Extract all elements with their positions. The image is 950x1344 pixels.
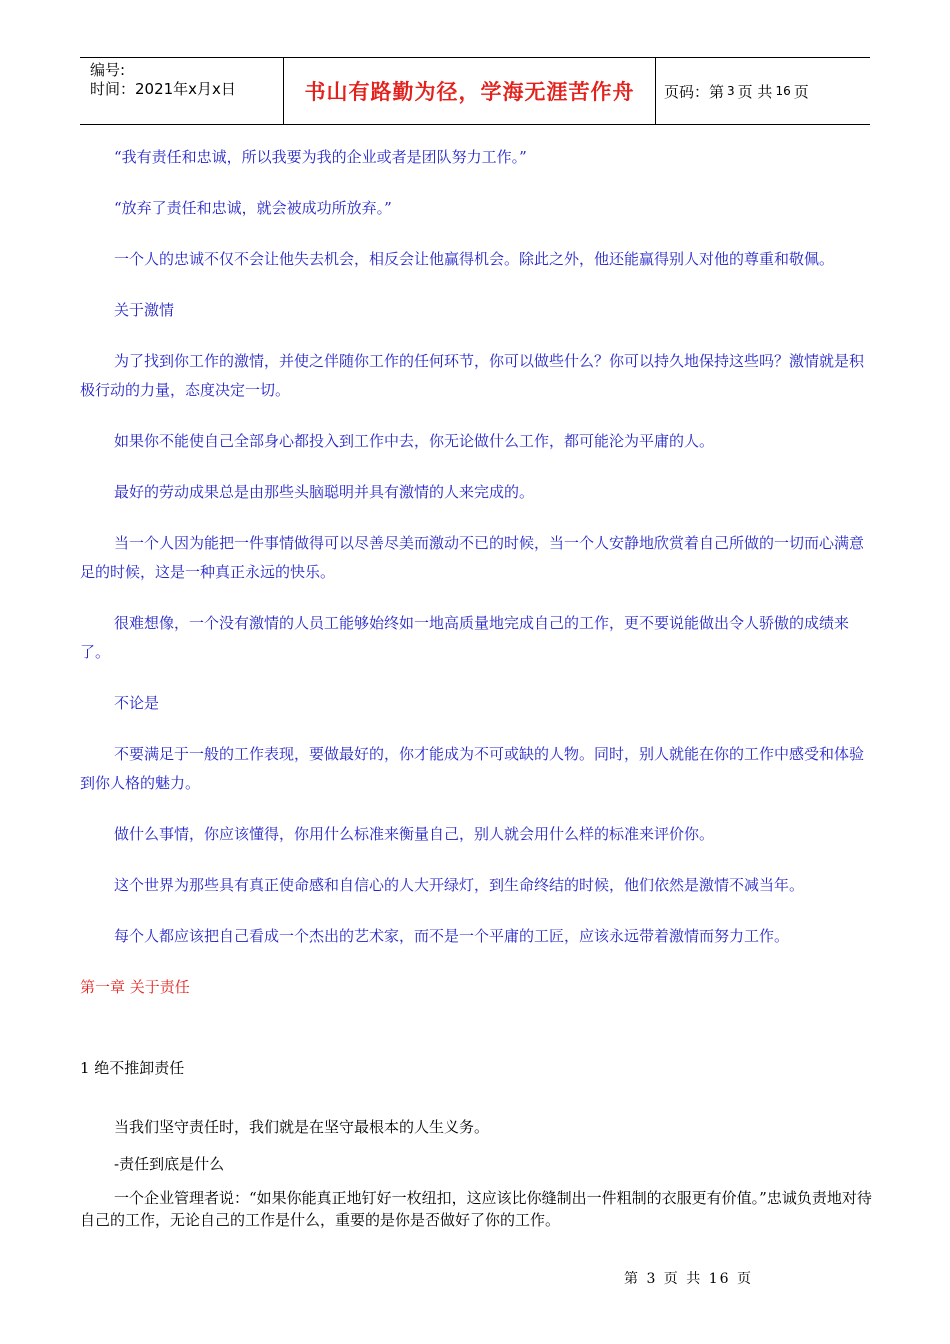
subheading-passion: 关于激情 — [114, 301, 175, 319]
paragraph: 一个企业管理者说：“如果你能真正地钉好一枚纽扣，这应该比你缝制出一件粗制的衣服更有价值。”忠诚负责地对待自己的工作，无论自己的工作是什么，重要的是你是否做好了你的工作。 — [80, 1189, 872, 1229]
paragraph: 每个人都应该把自己看成一个杰出的艺术家，而不是一个平庸的工匠，应该永远带着激情而努力工作。 — [114, 927, 790, 945]
paragraph: -责任到底是什么 — [114, 1155, 225, 1173]
paragraph: 一个人的忠诚不仅不会让他失去机会，相反会让他赢得机会。除此之外，他还能赢得别人对他的尊重和敬佩。 — [114, 250, 835, 268]
header-meta — [80, 58, 284, 124]
paragraph: 当我们坚守责任时，我们就是在坚守最根本的人生义务。 — [114, 1118, 490, 1136]
paragraph: “我有责任和忠诚，所以我要为我的企业或者是团队努力工作。” — [114, 148, 527, 166]
paragraph: 做什么事情，你应该懂得，你用什么标准来衡量自己，别人就会用什么样的标准来评价你。 — [114, 825, 715, 843]
time-label: 时间：2021年x月x日 — [90, 80, 236, 98]
header-page-number: 页码：第 3 页 共 16 页 — [664, 82, 809, 101]
document-body — [80, 143, 875, 1231]
paragraph: 不要满足于一般的工作表现，要做最好的，你才能成为不可或缺的人物。同时，别人就能在你的工作中感受和体验到你人格的魅力。 — [80, 745, 865, 792]
paragraph: 如果你不能使自己全部身心都投入到工作中去，你无论做什么工作，都可能沦为平庸的人。 — [114, 432, 715, 450]
paragraph: 很难想像，一个没有激情的人员工能够始终如一地高质量地完成自己的工作，更不要说能做出令人骄傲的成绩来了。 — [80, 614, 850, 661]
header-motto: 书山有路勤为径，学海无涯苦作舟 — [284, 58, 656, 124]
paragraph: 为了找到你工作的激情，并使之伴随你工作的任何环节，你可以做些什么？你可以持久地保持这些吗？激情就是积极行动的力量，态度决定一切。 — [80, 352, 865, 399]
paragraph: 不论是 — [114, 694, 160, 712]
page-current: 3 — [727, 84, 735, 98]
page-total: 16 — [775, 84, 791, 98]
number-label: 编号: — [90, 61, 126, 79]
page-header — [80, 57, 870, 125]
paragraph: 最好的劳动成果总是由那些头脑聪明并具有激情的人来完成的。 — [114, 483, 535, 501]
paragraph: 这个世界为那些具有真正使命感和自信心的人大开绿灯，到生命终结的时候，他们依然是激情不减当年。 — [114, 876, 805, 894]
section-title: 1 绝不推卸责任 — [80, 1059, 185, 1077]
page-footer: 第 3 页 共 16 页 — [624, 1271, 753, 1287]
chapter-title: 第一章 关于责任 — [80, 978, 190, 996]
paragraph: 当一个人因为能把一件事情做得可以尽善尽美而激动不已的时候，当一个人安静地欣赏着自己所做的一切而心满意足的时候，这是一种真正永远的快乐。 — [80, 534, 865, 581]
paragraph: “放弃了责任和忠诚，就会被成功所放弃。” — [114, 199, 392, 217]
